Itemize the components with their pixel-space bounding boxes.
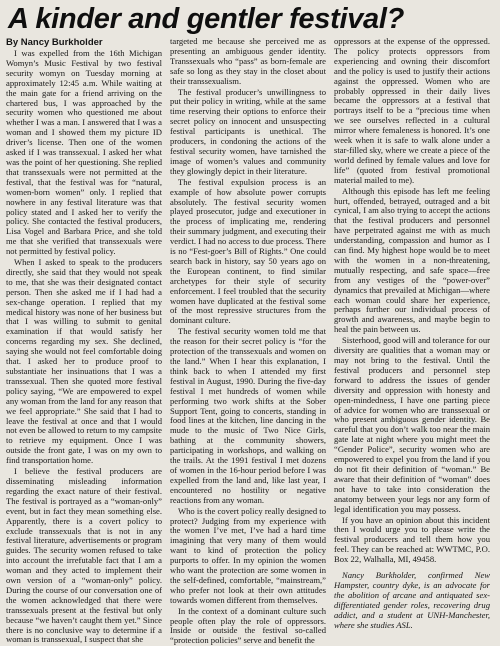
column-1: [6, 37, 162, 646]
paragraph: The festival security women told me that the reason for their secret policy is “for the protection of the transsexuals and women on the land.” When I hear this explanation, I think back to when I attended my first festival in August, 1990. During the five-day festival I met hundreds of women while performing two work shifts at the Sober Support Tent, going to concerts, standing in food lines at the kitchen, line dancing in the mude to the music of Two Nice Girls, bathing at the community showers, participating in workshops, and walking on the trails. At the 1991 festival I met dozens of women in the 16-hour period before I was expelled from the land and, like last year, I encountered no hostility or negative reactions from any woman.: [170, 326, 326, 505]
paragraph: Sisterhood, good will and tolerance for our diversity are qualities that a woman may or may not bring to the festival. Until the festival producers and personnel step forward to address the issues of gender diversity and oppression with honesty and open-mindedness, I have one parting piece of advice for women who are transsexual or who present ambiguous gender identity. Be careful that you don’t walk too near the main gate late at night where you might meet the “Gender Police”, security women who are empowered to expel you from the land if you do not fit their definition of “woman.” Be aware that their definition of “woman” does not have to take into consideration the anatomy between your legs nor any form of legal identification you may possess.: [334, 335, 490, 514]
author-bio: Nancy Burkholder, confirmed New Hampster, country dyke, is an advocate for the abolition of arcane and antiquated sex-differentiated gender roles, recovering drug addict, and a student at UNH-Manchester, where she studies ASL.: [334, 570, 490, 630]
paragraph: Although this episode has left me feeling hurt, offended, betrayed, outraged and a bit cynical, I am also trying to accept the actions that the festival producers and personnel have perpetrated against me with as much understanding, compassion and humor as I can find. My highest hope would be to meet with the women in a non-threatening, mutually respecting, and safe space—free from any vestiges of the “power-over” dynamics that prevailed at Michigan—where each woman could share her experience, perhaps further our individual process of growth and awareness, and maybe begin to heal the pain between us.: [334, 185, 490, 335]
paragraph: The festival expulsion process is an example of how absolute power corrupts absolutely. The festival security women played prosecutor, judge and executioner in the process of implicating me, rendering their summary judgment, and executing their verdict. I had no access to due process. There is no “Fest-goer’s Bill of Rights.” One could search back in history, say 50 years ago on the European continent, to find similar archetypes for their style of security enforcement. I feel troubled that the security women have duplicated at the festival some of the most repressive structures from the dominant culture.: [170, 176, 326, 326]
byline: By Nancy Burkholder: [6, 37, 103, 48]
paragraph: Who is the covert policy really designed to protect? Judging from my experience with the women I’ve met, I’ve had a hard time imagining that very many of them would want to kind of protection the policy purports to offer. In my opinion the women who want the protection are some women in the self-defined, comfortable, “mainstream,” who prefer not look at their own attitudes towards women different from themselves.: [170, 505, 326, 605]
paragraph: targeted me because she perceived me as presenting an ambiguous gender identity. Transsexuals who “pass” as born-female are safe so long as they stay in the closet about their transsexualism.: [170, 37, 326, 86]
paragraph: I believe the festival producers are disseminating misleading information regarding the exact nature of their festival. The festival is portrayed as a “woman-only” event, but in fact they mean something else. Apparently, there is a covert policy to exclude transsexuals that is not in any festival literature, advertisements or program guides. The security women refused to take into account the irrefutable fact that I am a woman and they acted to implement their own version of a “woman-only” policy. During the course of our conversation one of the women acknowledged that there were transsexuals present at the festival but only because “we haven’t caught them yet.” Since there is no conclusive way to determine if a woman is transsexual, I suspect that she: [6, 466, 162, 645]
paragraph: When I asked to speak to the producers directly, she said that they would not speak to me, that she was their designated contact person. Then she asked me if I had had a sex-change operation. I replied that my medical history was none of her business but that I was willing to submit to genital examination if that would satisfy her concerns regarding my sex. She declined, saying she would not feel comfortable doing that. I asked her to produce proof to substantiate her insinuations that I was a transsexual. Then she quoted more festival policy saying, “We are empowered to expel any woman from the land for any reason that we feel appropriate.” She said that I had to leave the festival at once and that I would not even be allowed to return to my campsite to retrieve my equipment. Once I was outside the front gate, I was on my own to find transportation home.: [6, 257, 162, 466]
headline: A kinder and gentler festival?: [8, 3, 405, 35]
article-body: [6, 37, 494, 646]
column-3: [334, 37, 490, 646]
paragraph: I was expelled from the 16th Michigan Womyn’s Music Festival by two festival security womyn on Tuesday morning at approximately 12:45 a.m. While waiting at the main gate for a friend arriving on the chartered bus, I was approached by the security women who questioned me about whether I was a man. I answered that I was a woman and I showed them my picture ID driver’s license. Then one of the women asked if I was transsexual. I asked her what was the point of her questioning. She replied that transsexuals were not permitted at the festival, that the festival was for “natural, women-born women” only. I replied that nowhere in any festival literature was that policy stated and I asked her to verify the policy. She contacted the festival producers, Lisa Vogel and Barbara Price, and she told me that she verified that transsexuals were not permitted by festival policy.: [6, 48, 162, 257]
paragraph: If you have an opinion about this incident then I would urge you to please write the festival producers and tell them how you feel. They can be reached at: WWTMC, P.O. Box 22, Walhalla, MI, 49458.: [334, 514, 490, 565]
paragraph: oppressors at the expense of the oppressed. The policy protects oppressors from experiencing and owning their discomfort and the policy is used to justify their actions against the oppressed. Women who are probably oppressed in their daily lives became the oppressors at a festival that portrays itself to be a “precious time when we see ourselves reflected in a cultural mirror where femaleness is honored. It’s one week when it is safe to walk alone under a star-filled sky, where we create a piece of the world defined by female values and love for life” (quoted from festival promotional material mailed to me).: [334, 37, 490, 185]
column-2: [170, 37, 326, 646]
paragraph: The festival producer’s unwillingness to put their policy in writing, while at the same time reserving their options to enforce their secret policy on innocent and unsuspecting festival participants is unethical. The producers, in condoning the actions of the festival security women, have tarnished the image of women’s values and community they glowingly depict in their literature.: [170, 86, 326, 176]
paragraph: In the context of a dominant culture such people often play the role of oppressors. Inside or outside the festival so-called “protection policies” serve and benefit the: [170, 605, 326, 646]
